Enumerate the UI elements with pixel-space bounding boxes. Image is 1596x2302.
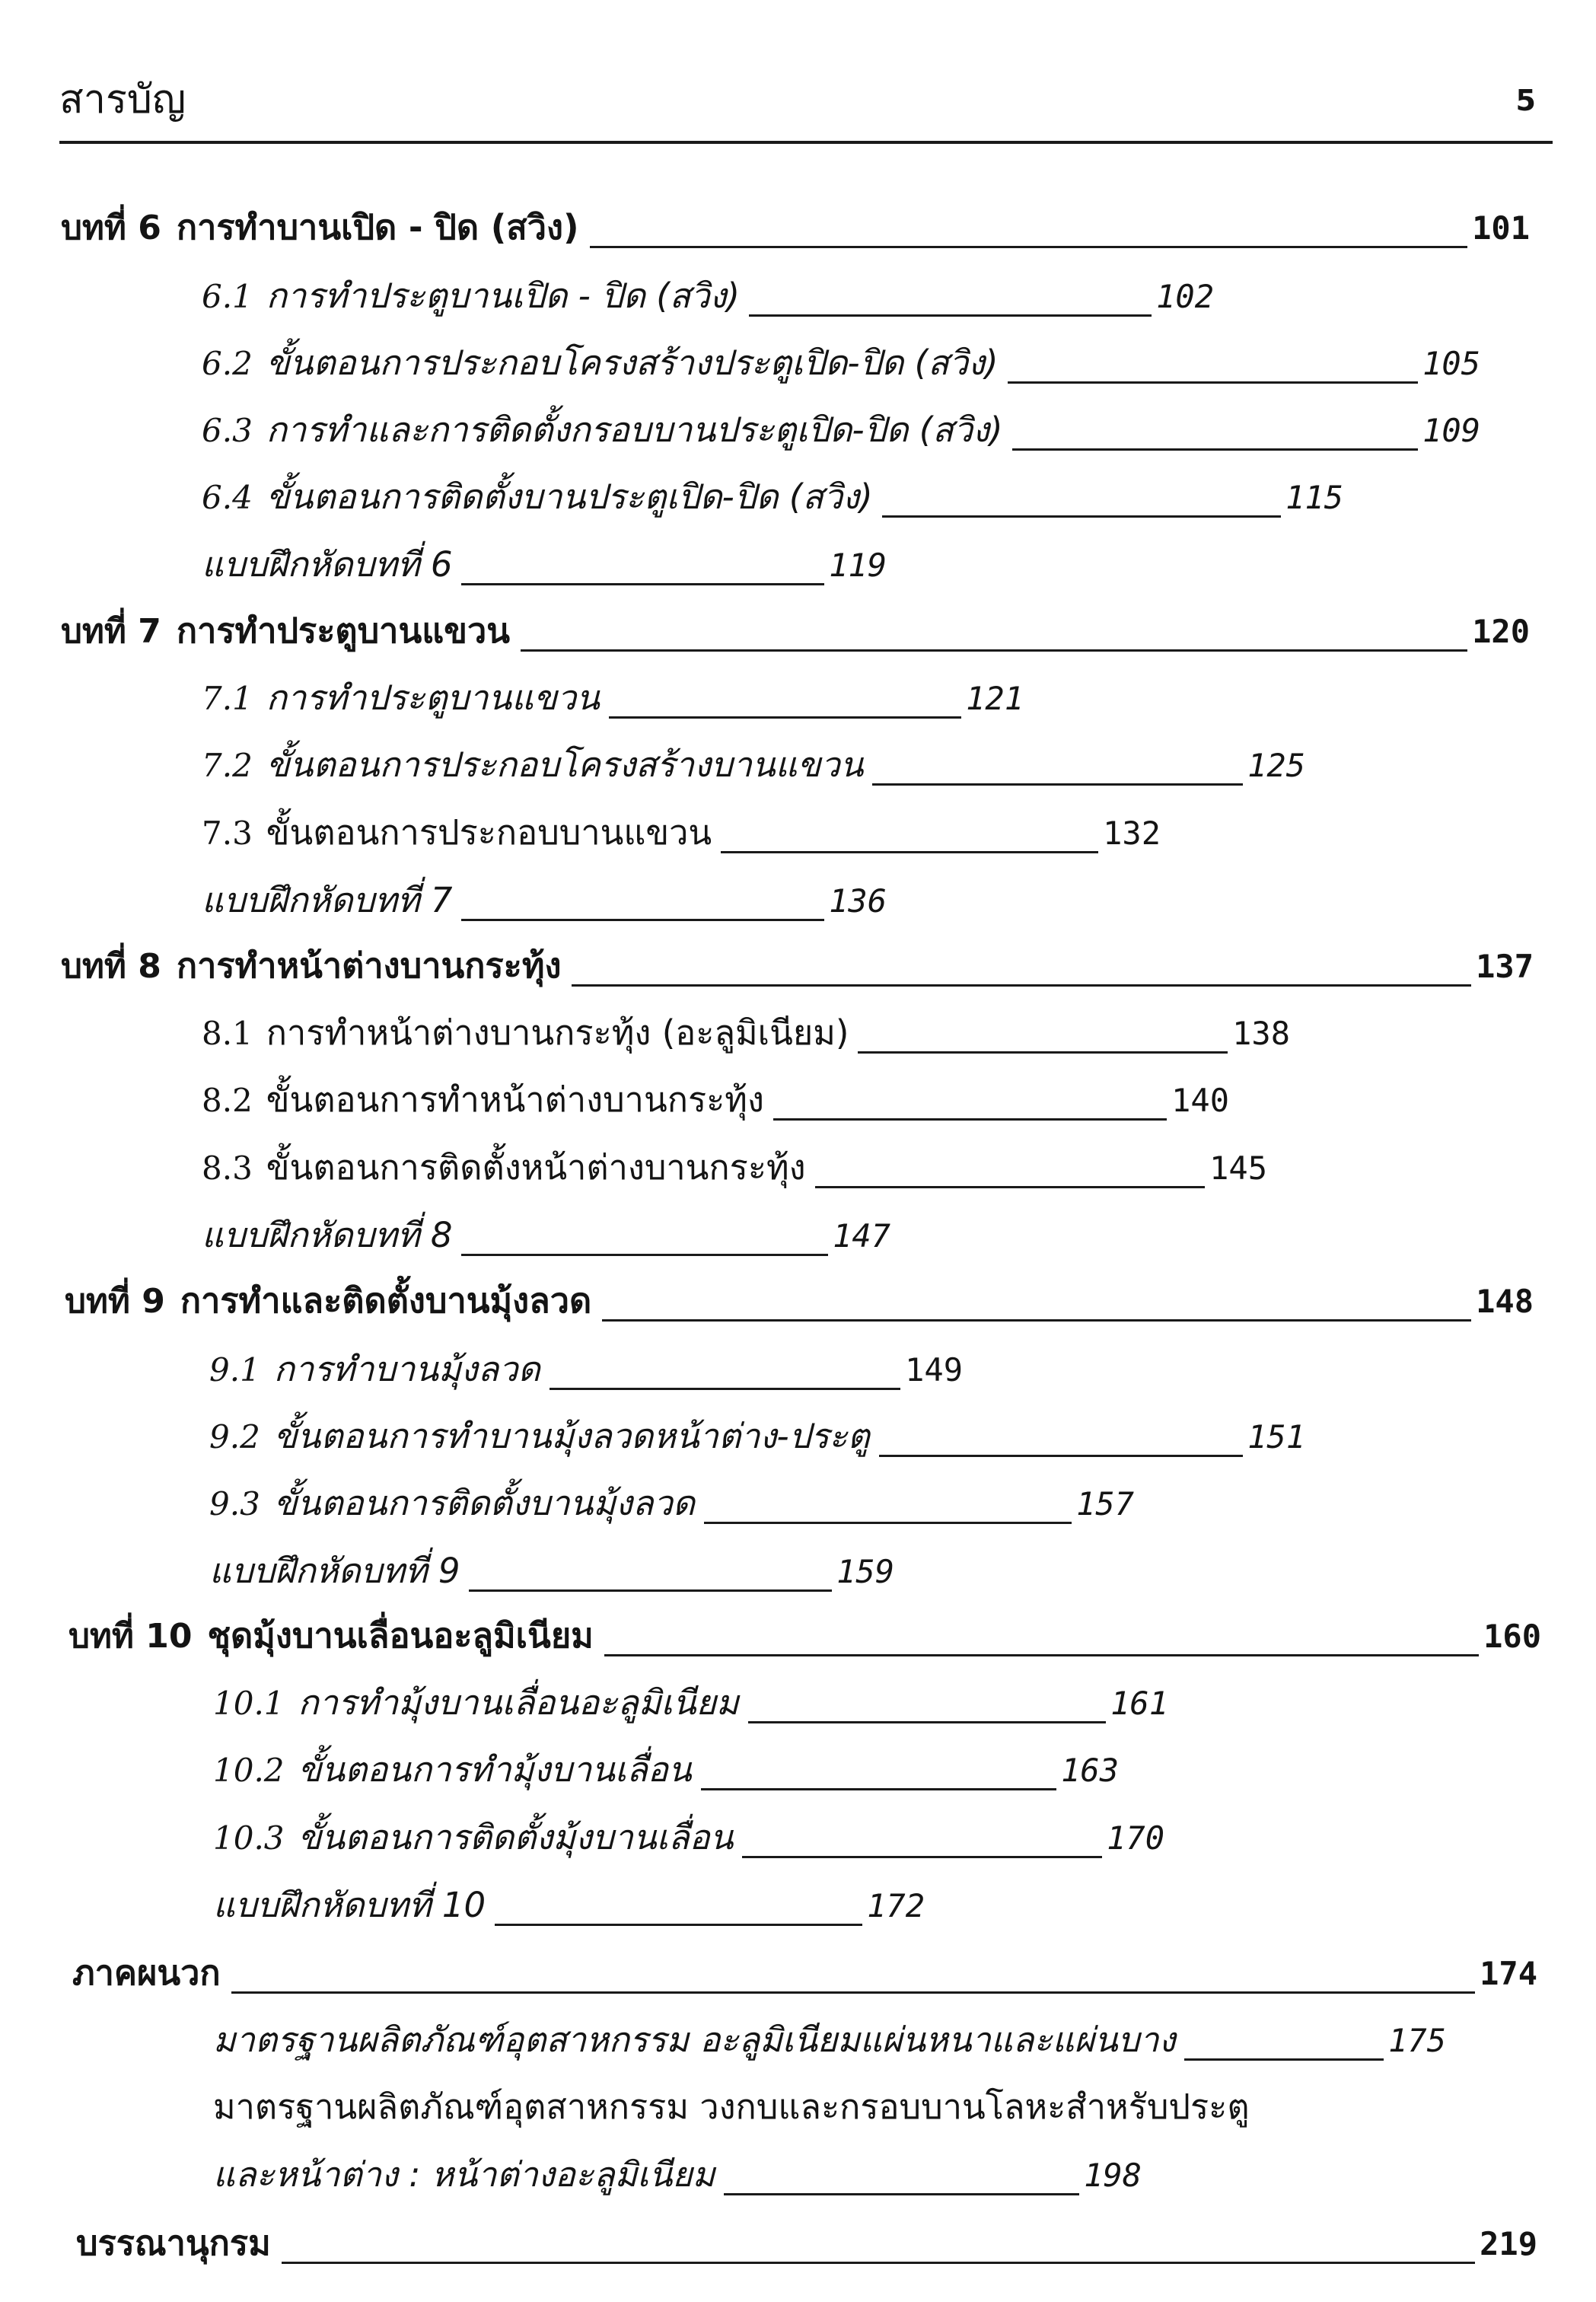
toc-section-6-4[interactable] (202, 469, 1343, 522)
dot-leader (701, 1788, 1056, 1790)
toc-exercise-6[interactable] (202, 537, 887, 590)
section-title: ขั้นตอนการทำมุ้งบานเลื่อน (298, 1749, 692, 1790)
dot-leader (1184, 2058, 1384, 2061)
section-page: 151 (1247, 1418, 1305, 1455)
section-number: 9.3 (209, 1485, 260, 1522)
chapter-page: 120 (1472, 613, 1530, 650)
toc-section-10-3[interactable] (213, 1809, 1164, 1863)
toc-exercise-7[interactable] (202, 872, 887, 926)
appendix-item-title: มาตรฐานผลิตภัณฑ์อุตสาหกรรม อะลูมิเนียมแผ่นหนาและแผ่นบาง (213, 2020, 1176, 2060)
section-title: การทำและการติดตั้งกรอบบานประตูเปิด-ปิด (สวิง) (266, 410, 1003, 450)
exercise-title: แบบฝึกหัดบทที่ 6 (202, 544, 453, 585)
section-page: 121 (966, 680, 1024, 717)
toc-appendix-item-1[interactable] (213, 2012, 1446, 2065)
dot-leader (604, 1654, 1479, 1656)
dot-leader (461, 1254, 828, 1256)
appendix-heading: ภาคผนวก (72, 1953, 221, 1993)
dot-leader (282, 2262, 1475, 2264)
toc-section-6-1[interactable] (202, 268, 1214, 321)
exercise-page: 172 (867, 1887, 925, 1924)
exercise-page: 159 (836, 1553, 894, 1590)
toc-chapter-7[interactable] (61, 603, 1530, 656)
dot-leader (773, 1118, 1167, 1121)
dot-leader (748, 1721, 1106, 1723)
dot-leader (882, 515, 1281, 518)
appendix-item-page: 175 (1388, 2022, 1446, 2059)
section-page: 145 (1209, 1149, 1267, 1187)
toc-chapter-9[interactable] (65, 1273, 1534, 1326)
toc-appendix[interactable] (72, 1945, 1537, 1998)
exercise-title: แบบฝึกหัดบทที่ 7 (202, 880, 453, 920)
section-number: 7.2 (202, 747, 253, 784)
dot-leader (1012, 448, 1419, 451)
dot-leader (231, 1991, 1475, 1994)
section-title: ขั้นตอนการทำบานมุ้งลวดหน้าต่าง-ประตู (273, 1416, 870, 1456)
section-title: ขั้นตอนการติดตั้งบานมุ้งลวด (273, 1483, 695, 1523)
toc-section-6-3[interactable] (202, 402, 1480, 455)
section-title: การทำมุ้งบานเลื่อนอะลูมิเนียม (298, 1682, 739, 1723)
section-number: 10.3 (213, 1819, 285, 1857)
section-number: 7.1 (202, 680, 253, 717)
section-number: 6.4 (202, 479, 253, 516)
chapter-page: 101 (1472, 209, 1530, 247)
dot-leader (879, 1455, 1243, 1457)
section-page: 163 (1061, 1752, 1119, 1789)
chapter-number: บทที่ 10 (68, 1617, 193, 1656)
dot-leader (461, 919, 824, 921)
dot-leader (572, 984, 1471, 987)
appendix-item-title: และหน้าต่าง : หน้าต่างอะลูมิเนียม (213, 2154, 715, 2195)
page-title: สารบัญ (59, 77, 186, 123)
section-page: 138 (1232, 1015, 1290, 1052)
bibliography-heading: บรรณานุกรม (76, 2223, 271, 2263)
toc-bibliography[interactable] (76, 2215, 1537, 2269)
chapter-page: 148 (1476, 1283, 1534, 1320)
dot-leader (461, 583, 824, 585)
section-title: ขั้นตอนการติดตั้งหน้าต่างบานกระทุ้ง (266, 1147, 806, 1188)
exercise-page: 136 (829, 882, 887, 920)
toc-section-9-3[interactable] (209, 1475, 1134, 1529)
toc-section-8-3[interactable] (202, 1140, 1267, 1193)
toc-appendix-item-2-line-1[interactable] (213, 2079, 1355, 2132)
section-title: ขั้นตอนการทำหน้าต่างบานกระทุ้ง (266, 1079, 764, 1120)
section-page: 109 (1422, 412, 1480, 449)
toc-exercise-8[interactable] (202, 1207, 890, 1261)
appendix-page: 174 (1480, 1955, 1537, 1992)
section-page: 157 (1076, 1485, 1134, 1522)
dot-leader (742, 1856, 1102, 1858)
section-page: 149 (905, 1351, 963, 1389)
section-number: 9.2 (209, 1418, 260, 1455)
toc-section-7-1[interactable] (202, 670, 1024, 723)
toc-section-7-2[interactable] (202, 737, 1305, 790)
dot-leader (749, 314, 1152, 317)
chapter-title: การทำและติดตั้งบานมุ้งลวด (180, 1280, 592, 1321)
chapter-page: 137 (1476, 948, 1534, 985)
exercise-title: แบบฝึกหัดบทที่ 8 (202, 1215, 453, 1255)
chapter-number: บทที่ 8 (61, 947, 161, 986)
section-number: 8.1 (202, 1015, 253, 1052)
dot-leader (590, 246, 1468, 248)
toc-section-6-2[interactable] (202, 335, 1480, 388)
chapter-title: ชุดมุ้งบานเลื่อนอะลูมิเนียม (207, 1615, 594, 1656)
toc-chapter-8[interactable] (61, 938, 1534, 991)
toc-section-10-1[interactable] (213, 1675, 1168, 1728)
appendix-item-title: มาตรฐานผลิตภัณฑ์อุตสาหกรรม วงกบและกรอบบานโลหะสำหรับประตู (213, 2087, 1250, 2127)
toc-section-8-1[interactable] (202, 1005, 1290, 1058)
toc-chapter-10[interactable] (68, 1608, 1541, 1661)
section-page: 161 (1110, 1685, 1168, 1722)
exercise-title: แบบฝึกหัดบทที่ 9 (209, 1551, 460, 1591)
section-page: 115 (1285, 479, 1343, 516)
section-number: 10.1 (213, 1685, 285, 1722)
section-number: 6.3 (202, 412, 253, 449)
chapter-page: 160 (1483, 1618, 1541, 1655)
dot-leader (469, 1589, 832, 1592)
section-number: 8.2 (202, 1082, 253, 1119)
toc-section-10-2[interactable] (213, 1742, 1119, 1795)
toc-chapter-6[interactable] (61, 199, 1530, 253)
toc-section-9-1[interactable] (209, 1341, 963, 1395)
dot-leader (704, 1522, 1072, 1524)
chapter-title: การทำประตูบานแขวน (176, 611, 511, 651)
section-page: 132 (1103, 815, 1161, 852)
exercise-page: 119 (829, 547, 887, 584)
section-number: 8.3 (202, 1149, 253, 1187)
exercise-title: แบบฝึกหัดบทที่ 10 (213, 1885, 486, 1925)
chapter-number: บทที่ 6 (61, 209, 161, 247)
section-page: 125 (1247, 747, 1305, 784)
bibliography-page: 219 (1480, 2225, 1537, 2262)
section-title: การทำประตูบานแขวน (266, 678, 600, 718)
section-title: ขั้นตอนการประกอบโครงสร้างประตูเปิด-ปิด (สวิง) (266, 343, 999, 383)
toc-appendix-item-2-line-2[interactable] (213, 2147, 1142, 2200)
section-title: ขั้นตอนการติดตั้งมุ้งบานเลื่อน (298, 1817, 734, 1857)
chapter-title: การทำหน้าต่างบานกระทุ้ง (176, 945, 562, 986)
chapter-number: บทที่ 9 (65, 1282, 165, 1321)
chapter-title: การทำบานเปิด - ปิด (สวิง) (176, 207, 579, 247)
toc-section-7-3[interactable] (202, 805, 1161, 858)
section-title: ขั้นตอนการประกอบโครงสร้างบานแขวน (266, 744, 864, 785)
page-number: 5 (1515, 84, 1536, 117)
toc-exercise-10[interactable] (213, 1877, 925, 1931)
section-number: 10.2 (213, 1752, 285, 1789)
dot-leader (550, 1388, 900, 1390)
section-page: 102 (1156, 278, 1214, 315)
appendix-item-page: 198 (1084, 2157, 1142, 2194)
section-number: 6.2 (202, 345, 253, 382)
dot-leader (815, 1186, 1206, 1188)
section-title: การทำบานมุ้งลวด (273, 1349, 540, 1389)
toc-section-9-2[interactable] (209, 1408, 1305, 1462)
section-number: 6.1 (202, 278, 253, 315)
section-number: 9.1 (209, 1351, 260, 1389)
dot-leader (609, 716, 961, 719)
section-title: การทำประตูบานเปิด - ปิด (สวิง) (266, 276, 741, 316)
dot-leader (858, 1051, 1228, 1054)
toc-exercise-9[interactable] (209, 1543, 894, 1596)
toc-section-8-2[interactable] (202, 1072, 1229, 1125)
dot-leader (602, 1319, 1471, 1322)
chapter-number: บทที่ 7 (61, 612, 161, 651)
dot-leader (521, 649, 1467, 652)
section-page: 140 (1171, 1082, 1229, 1119)
dot-leader (724, 2193, 1079, 2195)
dot-leader (721, 851, 1098, 853)
section-title: การทำหน้าต่างบานกระทุ้ง (อะลูมิเนียม) (266, 1012, 849, 1053)
exercise-page: 147 (833, 1217, 890, 1255)
section-page: 105 (1422, 345, 1480, 382)
section-title: ขั้นตอนการติดตั้งบานประตูเปิด-ปิด (สวิง) (266, 477, 873, 517)
section-title: ขั้นตอนการประกอบบานแขวน (266, 812, 712, 853)
dot-leader (1008, 381, 1419, 384)
section-number: 7.3 (202, 815, 253, 852)
section-page: 170 (1107, 1819, 1164, 1857)
dot-leader (872, 783, 1243, 786)
dot-leader (495, 1924, 862, 1926)
